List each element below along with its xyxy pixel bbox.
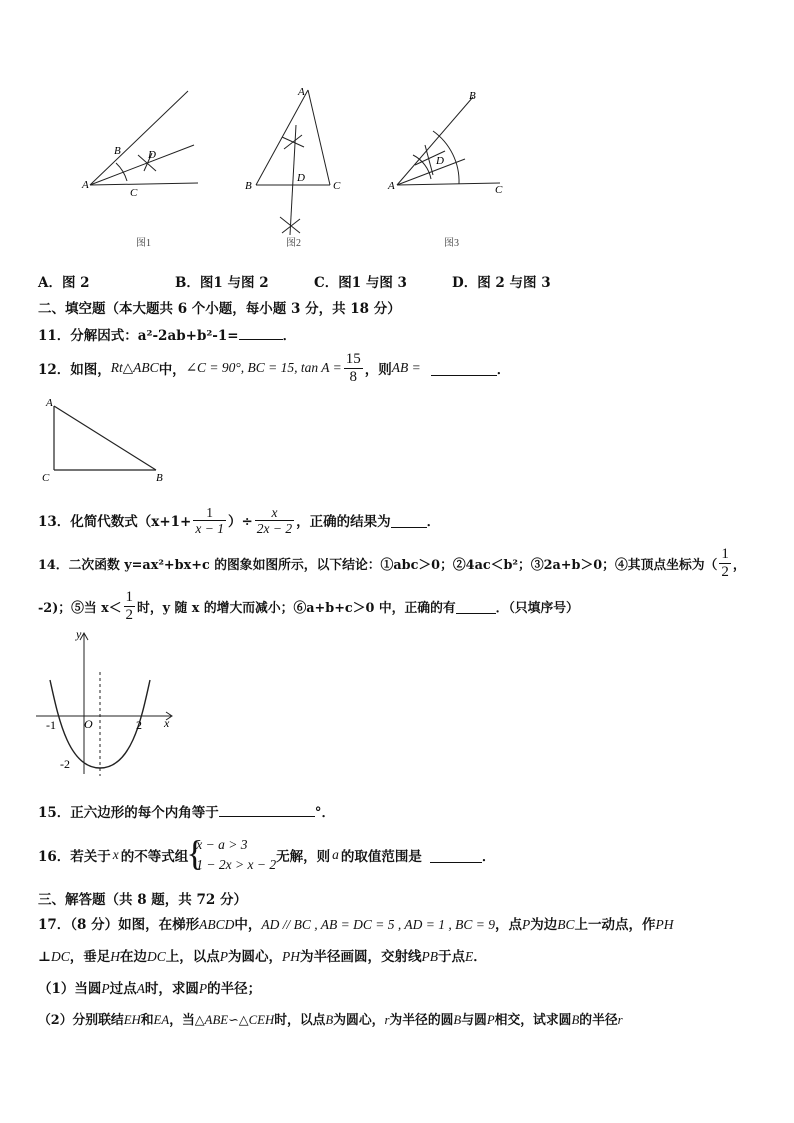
q12-label-c: C <box>42 472 50 484</box>
q17-l2-e: 为圆心， <box>228 949 282 965</box>
q15-blank[interactable] <box>219 802 315 817</box>
q17-r2: r <box>617 1013 623 1027</box>
question-15 <box>38 801 335 821</box>
q16-suffix: 无解，则 <box>276 849 331 865</box>
q14-y-label: y <box>76 628 82 641</box>
q17-ph2: PH <box>282 949 300 964</box>
question-17-line2 <box>38 945 487 965</box>
q17-l1-e: 上一动点，作 <box>574 917 656 933</box>
option-a[interactable]: A．图 2 <box>38 275 90 291</box>
q12-condition: ∠C = 90°, BC = 15, tan A = <box>185 360 342 375</box>
q17-l2-c: 在边 <box>119 949 147 965</box>
q13-frac1-num: 1 <box>193 505 226 521</box>
fig2-caption: 图2 <box>286 238 301 249</box>
q17-ph: PH <box>655 917 674 932</box>
q17-p2-a: （2）分别联结 <box>38 1013 124 1028</box>
option-b[interactable]: B．图1 与图 2 <box>175 275 269 291</box>
question-17-part1 <box>38 977 261 997</box>
q14-line2-a: -2)；⑤当 x＜ <box>38 600 122 616</box>
q15-text: 15．正六边形的每个内角等于 <box>38 805 219 821</box>
figure-2 <box>240 85 350 255</box>
q16-end: ． <box>481 849 496 865</box>
fig2-label-a: A <box>298 86 305 98</box>
q17-p2: P <box>219 949 228 964</box>
q17-p1-b: 过点 <box>109 981 137 997</box>
question-14-line1 <box>38 543 746 583</box>
q17-p2-e: 为圆心， <box>333 1013 385 1028</box>
fig1-caption: 图1 <box>136 238 151 249</box>
q16-suffix2: 的取值范围是 <box>340 849 422 865</box>
question-12 <box>38 348 510 388</box>
q12-figure <box>38 394 173 486</box>
q12-end: ． <box>496 362 511 378</box>
q13-frac2-num: x <box>255 505 294 521</box>
q17-p2-f: 为半径的圆 <box>389 1013 454 1028</box>
q17-p2-point-b3: B <box>571 1013 580 1027</box>
question-16 <box>38 832 495 878</box>
fig3-label-d: D <box>436 155 444 167</box>
q17-l1-a: 17．（8 分）如图，在梯形 <box>38 917 200 933</box>
q14-tick-2: 2 <box>136 718 142 732</box>
q17-r: r <box>384 1013 390 1027</box>
q17-e: E <box>465 949 474 964</box>
q11-text: 11．分解因式：a²-2ab+b²-1= <box>38 328 239 344</box>
question-17-part2 <box>38 1009 623 1028</box>
q13-fraction-2 <box>255 505 294 536</box>
q17-p2-i: 的半径 <box>579 1013 618 1028</box>
q17-l2-g: 于点 <box>438 949 465 965</box>
q14-line2-end: ．（只填序号） <box>495 600 579 616</box>
q14-fraction-2 <box>124 589 136 624</box>
q16-inequality-system <box>188 835 276 875</box>
q17-l2-f: 为半径画圆，交射线 <box>300 949 422 965</box>
q17-p1-point-a: A <box>136 981 145 996</box>
q17-p2-point-b: B <box>325 1013 334 1027</box>
q17-l2-d: 上，以点 <box>165 949 220 965</box>
q17-perp: ⊥ <box>38 949 51 965</box>
option-c[interactable]: C．图1 与图 3 <box>314 275 407 291</box>
q13-mid: ）÷ <box>227 514 253 530</box>
q13-frac2-den: 2x − 2 <box>256 520 293 536</box>
q17-p2-point-b2: B <box>453 1013 462 1027</box>
q12-mid: 中， <box>158 362 186 378</box>
q17-ea: EA <box>153 1013 170 1027</box>
q12-blank[interactable] <box>431 361 497 376</box>
q17-p2-h: 相交，试求圆 <box>494 1013 572 1028</box>
q12-frac-den: 8 <box>349 368 357 385</box>
figure-3 <box>385 85 515 255</box>
q11-end: ． <box>282 328 297 344</box>
q13-suffix: ，正确的结果为 <box>296 514 391 530</box>
option-d[interactable]: D．图 2 与图 3 <box>452 275 551 291</box>
q16-var-x: x <box>112 847 119 862</box>
fig3-label-b: B <box>469 90 476 102</box>
q13-end: ． <box>426 514 441 530</box>
q17-dc2: DC <box>146 949 166 964</box>
q17-dc: DC <box>50 949 70 964</box>
fig1-label-d: D <box>148 149 156 161</box>
q17-p1-a: （1）当圆 <box>38 981 102 997</box>
q17-p1-d: 的半径； <box>207 981 262 997</box>
q13-blank[interactable] <box>391 513 427 528</box>
q17-l2-b: ，垂足 <box>69 949 111 965</box>
q16-prefix: 16．若关于 <box>38 849 111 865</box>
q14-frac-num: 1 <box>721 545 729 562</box>
q17-l2-end: ． <box>473 949 487 965</box>
q16-ineq-2: 1 − 2x > x − 2 <box>196 857 277 872</box>
figure-1 <box>80 85 205 255</box>
q17-p2-b: 和 <box>140 1013 154 1028</box>
q12-frac-num: 15 <box>345 350 361 367</box>
fig1-label-a: A <box>82 179 89 191</box>
q12-label-a: A <box>46 397 53 409</box>
q13-frac1-den: x − 1 <box>195 520 224 536</box>
q13-prefix: 13．化简代数式（x+1+ <box>38 514 192 530</box>
q13-fraction-1 <box>193 505 226 536</box>
q14-frac2-den: 2 <box>125 606 134 623</box>
q17-abcd: ABCD <box>199 917 235 932</box>
q14-fraction <box>719 546 731 581</box>
q14-tick-neg2: -2 <box>60 757 70 771</box>
q17-p1-p: P <box>101 981 110 996</box>
q17-h: H <box>110 949 120 964</box>
q14-x-label: x <box>164 716 170 730</box>
question-14-line2 <box>38 586 579 626</box>
question-13 <box>38 500 440 540</box>
section3-title: 三、解答题（共 8 题，共 72 分） <box>38 892 247 908</box>
q14-line1: 14．二次函数 y=ax²+bx+c 的图象如图所示，以下结论：①abc＞0；②4ac＜b²；③2a+b＞0；④其顶点坐标为（ <box>38 557 718 573</box>
q17-p2-d: 时，以点 <box>274 1013 326 1028</box>
q17-l1-d: 为边 <box>530 917 558 933</box>
q14-line1-end: ， <box>732 557 746 573</box>
fig3-caption: 图3 <box>444 238 459 249</box>
q11-blank[interactable] <box>239 339 283 340</box>
q15-end: °． <box>314 805 336 821</box>
q17-l1-b: 中， <box>234 917 262 933</box>
q16-ineq-1: x − a > 3 <box>196 837 248 852</box>
section2-title: 二、填空题（本大题共 6 个小题，每小题 3 分，共 18 分） <box>38 301 401 317</box>
q17-p2-g: 与圆 <box>461 1013 487 1028</box>
q16-blank[interactable] <box>430 848 482 863</box>
fig1-label-b: B <box>114 145 121 157</box>
q14-frac-den: 2 <box>721 563 729 580</box>
q12-then: ，则 <box>364 362 392 378</box>
fig2-label-b: B <box>245 180 252 192</box>
q14-tick-neg1: -1 <box>46 718 56 732</box>
q14-origin: O <box>84 717 93 731</box>
q17-bc: BC <box>557 917 575 932</box>
q17-l1-c: ，点 <box>494 917 522 933</box>
q17-conditions: AD // BC , AB = DC = 5 , AD = 1 , BC = 9 <box>261 917 495 932</box>
q12-label-b: B <box>156 472 163 484</box>
q12-fraction <box>344 351 363 386</box>
q16-brace: { <box>186 833 204 873</box>
q17-p1-p2: P <box>198 981 208 996</box>
fig2-label-d: D <box>297 172 305 184</box>
fig3-label-c: C <box>495 184 503 196</box>
q12-ab: AB = <box>391 360 421 375</box>
q17-p2-c: ，当 <box>169 1013 195 1028</box>
q12-prefix: 12．如图， <box>38 362 111 378</box>
q14-blank[interactable] <box>456 599 496 614</box>
q17-p1-c: 时，求圆 <box>144 981 199 997</box>
fig3-label-a: A <box>388 180 395 192</box>
q12-triangle: Rt△ABC <box>110 360 159 375</box>
q17-similar: △ABE∽△CEH <box>194 1013 275 1027</box>
q14-line2-b: 时，y 随 x 的增大而减小；⑥a+b+c＞0 中，正确的有 <box>137 600 456 616</box>
fig2-label-c: C <box>333 180 341 192</box>
fig1-label-c: C <box>130 187 138 199</box>
q17-p2-point-p: P <box>486 1013 495 1027</box>
q16-mid: 的不等式组 <box>120 849 189 865</box>
q14-frac2-num: 1 <box>125 588 134 605</box>
question-17-line1 <box>38 913 673 933</box>
q16-var-a: a <box>332 847 339 862</box>
q14-parabola-graph <box>36 628 186 778</box>
q17-p: P <box>521 917 531 932</box>
q17-eh: EH <box>123 1013 141 1027</box>
q17-pb: PB <box>421 949 438 964</box>
question-11 <box>38 324 296 344</box>
